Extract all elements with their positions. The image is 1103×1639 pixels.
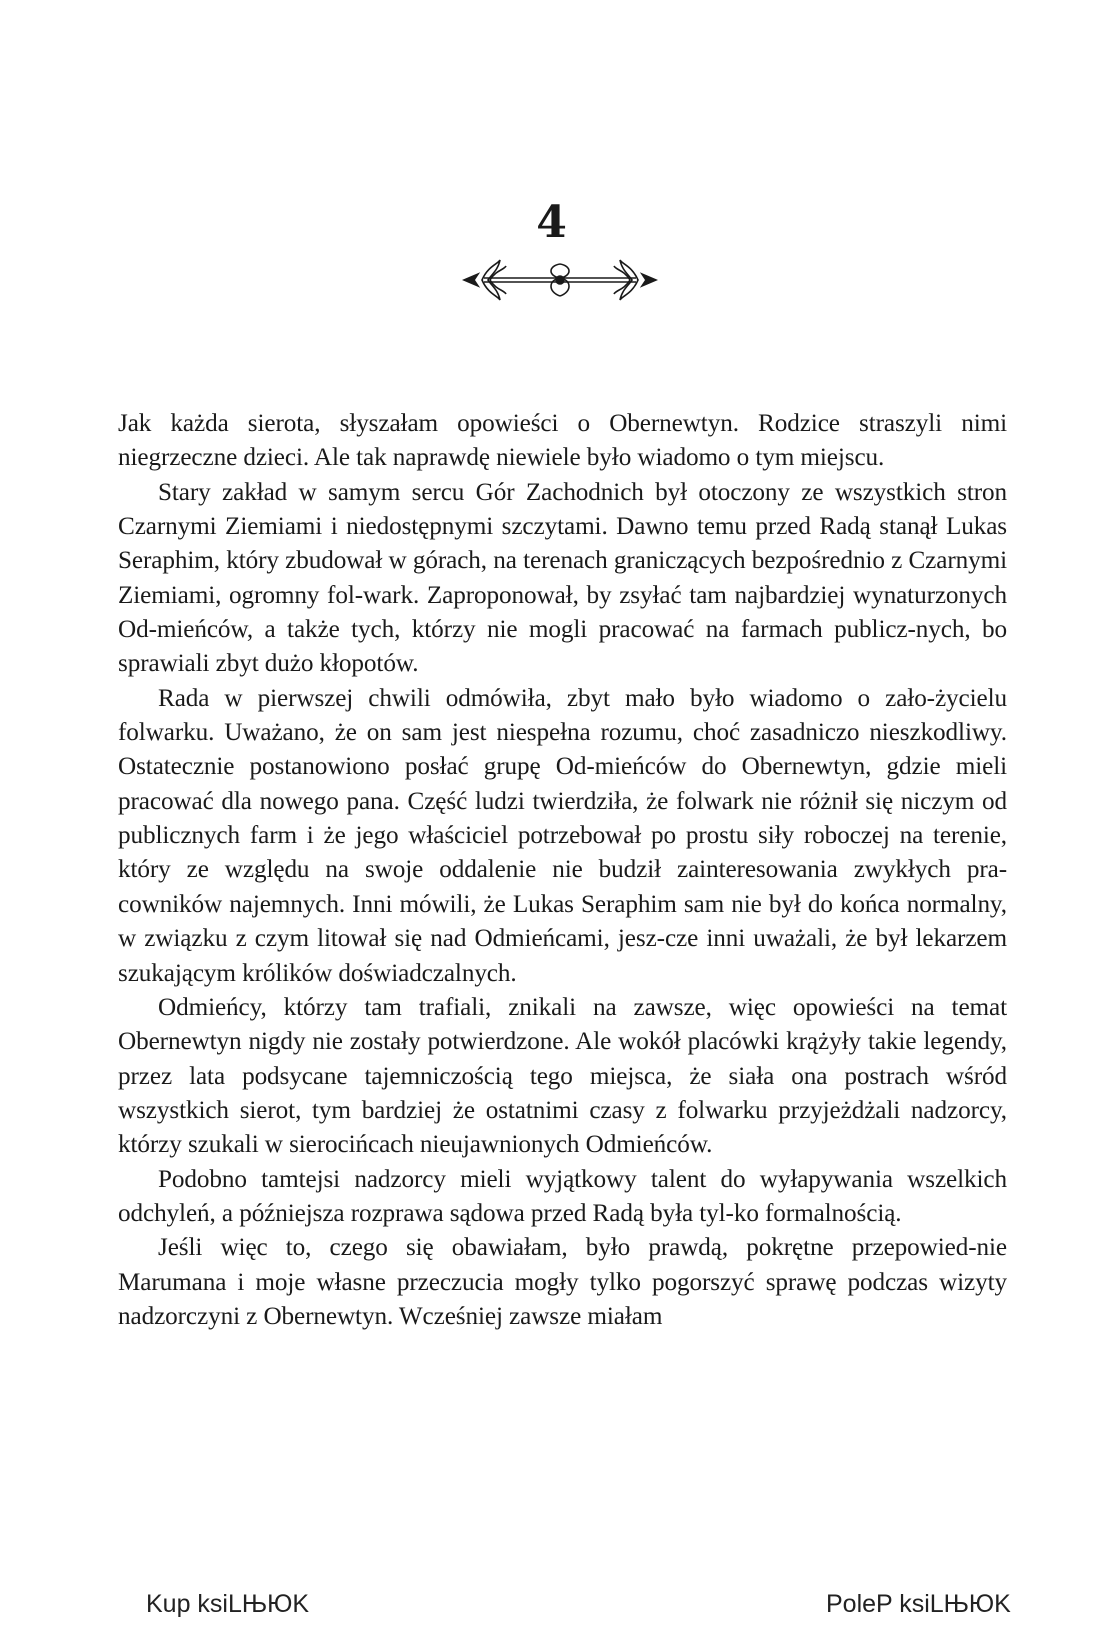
paragraph-1: Jak każda sierota, słyszałam opowieści o Obernewtyn. Rodzice straszyli nimi niegrzeczne dzieci. Ale tak naprawdę niewiele było wiadomo o tym miejscu.	[118, 410, 1007, 472]
recommend-book-link[interactable]: PoleP ksiLЊЮK	[826, 1590, 1011, 1618]
chapter-number: 4	[536, 197, 567, 248]
buy-book-link[interactable]: Kup ksiLЊЮK	[146, 1590, 310, 1618]
paragraph-2: Stary zakład w samym sercu Gór Zachodnich był otoczony ze wszystkich stron Czarnymi Ziemiami i niedostępnymi szczytami. Dawno temu przed Radą stanął Lukas Seraphim, który zbudował w górach, na terenach graniczących bezpośrednio z Czarnymi Ziemiami, ogromny fol-wark. Zaproponował, by zsyłać tam najbardziej wynaturzonych Od-mieńców, a także tych, którzy nie mogli pracować na farmach publicz-nych, bo sprawiali zbyt dużo kłopotów.	[118, 478, 1007, 678]
floral-divider-icon	[462, 256, 658, 304]
paragraph-6: Jeśli więc to, czego się obawiałam, było prawdą, pokrętne przepowied-nie Marumana i moje własne przeczucia mogły tylko pogorszyć sprawę podczas wizyty nadzorczyni z Obernewtyn. Wcześniej zawsze miałam	[118, 1234, 1007, 1330]
chapter-body	[118, 407, 1007, 1334]
paragraph-3: Rada w pierwszej chwili odmówiła, zbyt mało było wiadomo o zało-życielu folwarku. Uważano, że on sam jest niespełna rozumu, choć zasadniczo nieszkodliwy. Ostatecznie postanowiono posłać grupę Od-mieńców do Obernewtyn, gdzie mieli pracować dla nowego pana. Część ludzi twierdziła, że folwark nie różnił się niczym od publicznych farm i że jego właściciel potrzebował po prostu siły roboczej na terenie, który ze względu na swoje oddalenie nie budził zainteresowania zwykłych pra-cowników najemnych. Inni mówili, że Lukas Seraphim sam nie był do końca normalny, w związku z czym litował się nad Odmieńcami, jesz-cze inni uważali, że był lekarzem szukającym królików doświadczalnych.	[118, 684, 1007, 987]
paragraph-4: Odmieńcy, którzy tam trafiali, znikali na zawsze, więc opowieści na temat Obernewtyn nigdy nie zostały potwierdzone. Ale wokół placówki krążyły takie legendy, przez lata podsycane tajemniczością tego miejsca, że siała ona postrach wśród wszystkich sierot, tym bardziej że ostatnimi czasy z folwarku przyjeżdżali nadzorcy, którzy szukali w sierocińcach nieujawnionych Odmieńców.	[118, 993, 1007, 1159]
paragraph-5: Podobno tamtejsi nadzorcy mieli wyjątkowy talent do wyłapywania wszelkich odchyleń, a późniejsza rozprawa sądowa przed Radą była tyl-ko formalnością.	[118, 1165, 1007, 1227]
